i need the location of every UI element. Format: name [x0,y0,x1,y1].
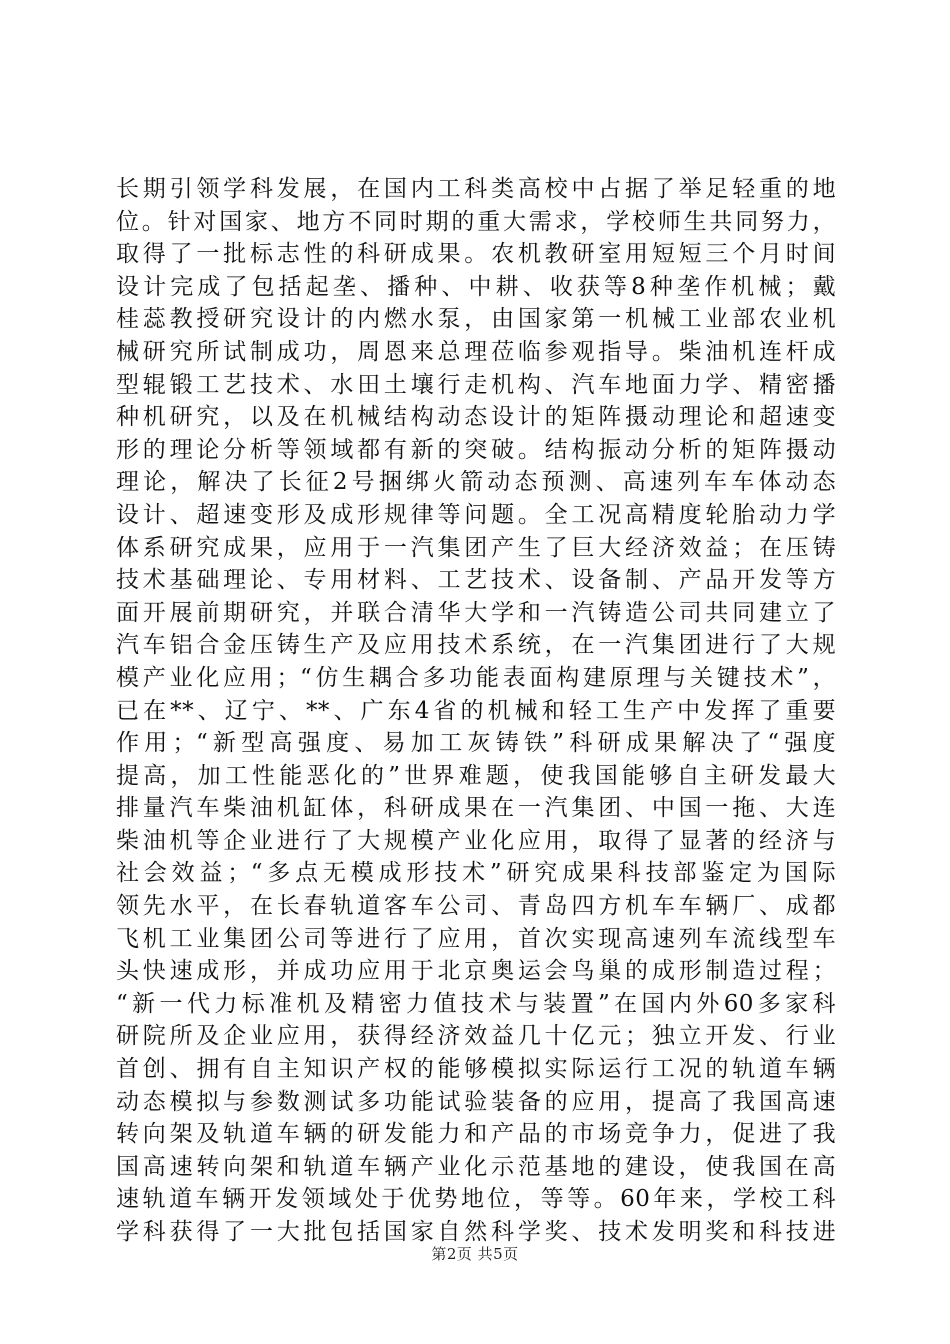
text-line: 型辊锻工艺技术、水田土壤行走机构、汽车地面力学、精密播 [116,371,836,398]
text-line: 研院所及企业应用，获得经济效益几十亿元；独立开发、行业 [116,1023,836,1050]
text-line: 长期引领学科发展，在国内工科类高校中占据了举足轻重的地 [116,176,836,202]
page-number-footer: 第2页 共5页 [431,1245,519,1263]
text-line: 汽车铝合金压铸生产及应用技术系统，在一汽集团进行了大规 [116,632,836,659]
text-line: 作用；“新型高强度、易加工灰铸铁”科研成果解决了“强度 [116,730,836,757]
text-line: 提高，加工性能恶化的”世界难题，使我国能够自主研发最大 [116,762,836,789]
text-line: 形的理论分析等领域都有新的突破。结构振动分析的矩阵摄动 [116,436,836,463]
text-line: 柴油机等企业进行了大规模产业化应用，取得了显著的经济与 [116,827,836,854]
text-line: 设计完成了包括起垄、播种、中耕、收获等8种垄作机械；戴 [116,273,836,300]
text-line: 首创、拥有自主知识产权的能够模拟实际运行工况的轨道车辆 [116,1056,836,1083]
text-line: 飞机工业集团公司等进行了应用，首次实现高速列车流线型车 [116,925,836,952]
text-line: 取得了一批标志性的科研成果。农机教研室用短短三个月时间 [116,241,836,268]
text-line: 模产业化应用；“仿生耦合多功能表面构建原理与关键技术”， [116,664,836,691]
text-line: 体系研究成果，应用于一汽集团产生了巨大经济效益；在压铸 [116,534,836,561]
text-line: 排量汽车柴油机缸体，科研成果在一汽集团、中国一拖、大连 [116,795,836,822]
text-line: 转向架及轨道车辆的研发能力和产品的市场竞争力，促进了我 [116,1121,836,1148]
text-line: 领先水平，在长春轨道客车公司、青岛四方机车车辆厂、成都 [116,893,836,920]
text-line: 国高速转向架和轨道车辆产业化示范基地的建设，使我国在高 [116,1153,836,1180]
text-line: 社会效益；“多点无模成形技术”研究成果科技部鉴定为国际 [116,860,836,887]
text-line: 设计、超速变形及成形规律等问题。全工况高精度轮胎动力学 [116,501,836,528]
text-line: 速轨道车辆开发领域处于优势地位，等等。60年来，学校工科 [116,1186,836,1213]
text-line: “新一代力标准机及精密力值技术与装置”在国内外60多家科 [116,990,836,1017]
text-line: 面开展前期研究，并联合清华大学和一汽铸造公司共同建立了 [116,599,836,626]
text-line: 动态模拟与参数测试多功能试验装备的应用，提高了我国高速 [116,1088,836,1115]
text-line: 已在**、辽宁、**、广东4省的机械和轻工生产中发挥了重要 [116,697,836,724]
body-text [116,173,836,1249]
text-line: 种机研究，以及在机械结构动态设计的矩阵摄动理论和超速变 [116,404,836,431]
text-line: 技术基础理论、专用材料、工艺技术、设备制、产品开发等方 [116,567,836,594]
text-line: 学科获得了一大批包括国家自然科学奖、技术发明奖和科技进 [116,1219,836,1245]
text-line: 头快速成形，并成功应用于北京奥运会鸟巢的成形制造过程； [116,958,836,985]
text-line: 桂蕊教授研究设计的内燃水泵，由国家第一机械工业部农业机 [116,306,836,333]
text-line: 械研究所试制成功，周恩来总理莅临参观指导。柴油机连杆成 [116,338,836,365]
text-line: 位。针对国家、地方不同时期的重大需求，学校师生共同努力， [116,208,836,235]
text-line: 理论，解决了长征2号捆绑火箭动态预测、高速列车车体动态 [116,469,836,496]
